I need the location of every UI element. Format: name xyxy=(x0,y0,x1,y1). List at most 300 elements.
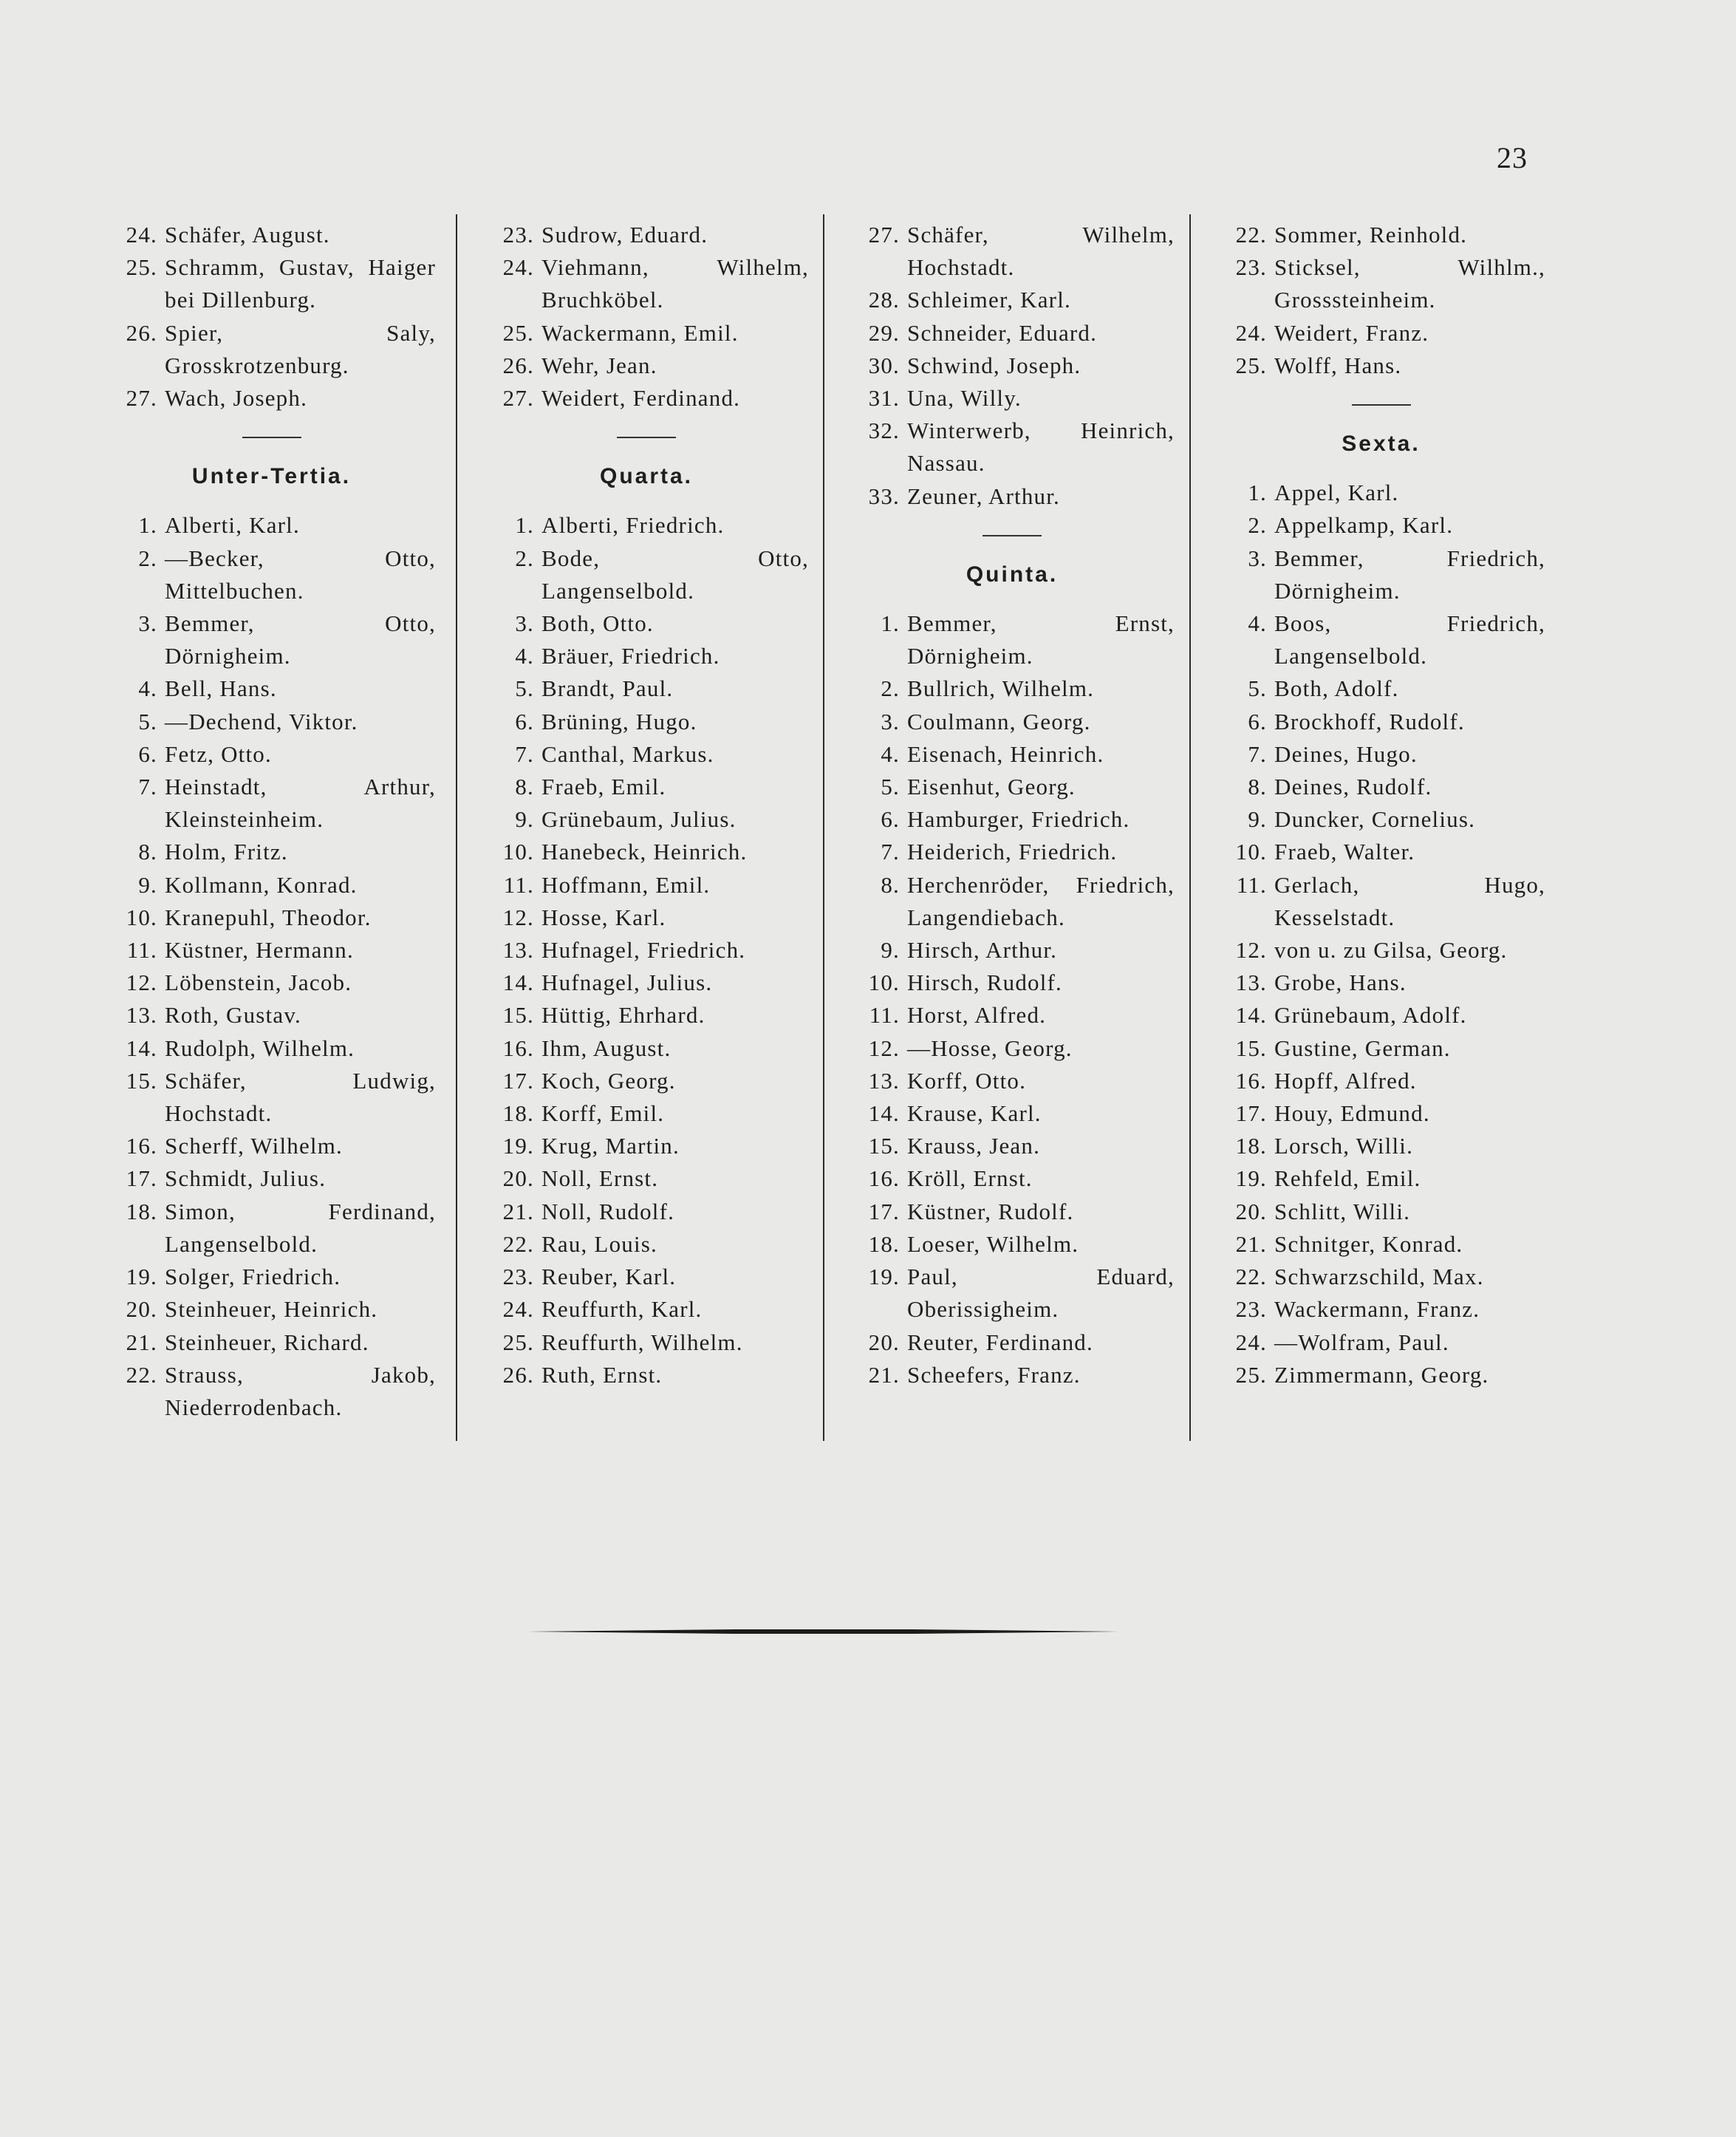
list-entry xyxy=(484,803,809,836)
entry-number: 14. xyxy=(1235,1002,1267,1029)
entry-name: Schäfer, Wilhelm, Hochstadt. xyxy=(907,222,1175,281)
list-entry xyxy=(850,771,1175,803)
list-entry xyxy=(107,934,436,967)
entry-number: 19. xyxy=(502,1133,534,1159)
list-entry xyxy=(484,382,809,415)
entry-number: 14. xyxy=(126,1035,157,1061)
closing-ornament-rule xyxy=(528,1628,1119,1635)
entry-number: 31. xyxy=(868,385,900,412)
list-entry xyxy=(484,1032,809,1065)
list-entry xyxy=(850,480,1175,513)
entry-name: Both, Adolf. xyxy=(1274,675,1399,702)
entry-name: Una, Willy. xyxy=(907,385,1022,412)
list-entry xyxy=(1217,836,1545,868)
entry-name: Wackermann, Emil. xyxy=(541,319,739,346)
entry-number: 15. xyxy=(868,1133,900,1159)
entry-name: Deines, Hugo. xyxy=(1274,740,1418,767)
entry-name: Duncker, Cornelius. xyxy=(1274,806,1476,833)
list-entry xyxy=(1217,1261,1545,1293)
entry-name: Ihm, August. xyxy=(541,1035,671,1061)
list-entry xyxy=(107,672,436,705)
class-heading: Quarta. xyxy=(599,464,694,489)
entry-name: Kröll, Ernst. xyxy=(907,1165,1033,1192)
entry-number: 8. xyxy=(1248,774,1267,800)
entry-name: Schäfer, August. xyxy=(165,222,330,248)
entry-name: Reuber, Karl. xyxy=(541,1264,677,1290)
list-entry xyxy=(484,219,809,251)
entry-name: Rau, Louis. xyxy=(541,1230,657,1257)
column-3 xyxy=(850,219,1175,1391)
entry-number: 32. xyxy=(868,417,900,444)
entry-name: Wehr, Jean. xyxy=(541,352,657,378)
list-entry xyxy=(1217,1097,1545,1130)
entry-name: Spier, Saly, Grosskrotzenburg. xyxy=(165,319,436,378)
list-entry xyxy=(850,317,1175,350)
list-entry xyxy=(850,836,1175,868)
entry-number: 27. xyxy=(502,385,534,412)
entry-name: Bullrich, Wilhelm. xyxy=(907,675,1095,702)
entry-name: Bemmer, Otto, Dörnigheim. xyxy=(165,610,436,669)
list-entry xyxy=(850,350,1175,382)
list-entry xyxy=(850,607,1175,672)
list-entry xyxy=(850,803,1175,836)
entry-number: 8. xyxy=(881,871,900,898)
entry-number: 2. xyxy=(881,675,900,702)
entry-name: Krug, Martin. xyxy=(541,1133,680,1159)
entry-number: 26. xyxy=(502,352,534,378)
entry-name: Sudrow, Eduard. xyxy=(541,222,708,248)
entry-name: Brüning, Hugo. xyxy=(541,708,697,735)
entry-name: Boos, Friedrich, Langenselbold. xyxy=(1274,610,1545,669)
entry-number: 24. xyxy=(502,1296,534,1323)
entry-name: Grobe, Hans. xyxy=(1274,969,1407,996)
entry-number: 24. xyxy=(1235,1329,1267,1355)
list-entry xyxy=(1217,1032,1545,1065)
list-entry xyxy=(1217,219,1545,251)
entry-name: Wach, Joseph. xyxy=(165,385,308,412)
entry-number: 28. xyxy=(868,287,900,313)
entry-name: Ruth, Ernst. xyxy=(541,1361,663,1388)
entry-name: Hamburger, Friedrich. xyxy=(907,806,1130,833)
entry-name: Solger, Friedrich. xyxy=(165,1264,341,1290)
list-entry xyxy=(484,738,809,771)
entry-number: 13. xyxy=(868,1067,900,1094)
entry-number: 3. xyxy=(1248,545,1267,571)
list-entry xyxy=(1217,542,1545,607)
entry-number: 17. xyxy=(868,1198,900,1224)
list-entry xyxy=(1217,771,1545,803)
entry-name: Schwarzschild, Max. xyxy=(1274,1264,1484,1290)
list-entry xyxy=(1217,1130,1545,1162)
list-entry xyxy=(1217,1359,1545,1391)
entry-name: Gerlach, Hugo, Kesselstadt. xyxy=(1274,871,1545,930)
entry-number: 22. xyxy=(1235,222,1267,248)
entry-number: 24. xyxy=(502,254,534,281)
entry-number: 15. xyxy=(1235,1035,1267,1061)
entry-number: 25. xyxy=(1235,1361,1267,1388)
entry-number: 14. xyxy=(502,969,534,996)
entry-number: 1. xyxy=(881,610,900,637)
entry-number: 9. xyxy=(515,806,534,833)
entry-name: Fraeb, Emil. xyxy=(541,774,666,800)
entry-number: 11. xyxy=(503,871,534,898)
list-entry xyxy=(1217,1162,1545,1195)
entry-number: 16. xyxy=(1235,1067,1267,1094)
list-entry xyxy=(484,350,809,382)
list-entry xyxy=(850,284,1175,316)
list-entry xyxy=(1217,477,1545,509)
section-separator xyxy=(983,535,1042,536)
list-entry xyxy=(107,382,436,415)
list-entry xyxy=(1217,672,1545,705)
list-entry xyxy=(107,1196,436,1261)
entry-name: Canthal, Markus. xyxy=(541,740,714,767)
entry-number: 24. xyxy=(1235,319,1267,346)
entry-name: Bemmer, Friedrich, Dörnigheim. xyxy=(1274,545,1545,604)
list-entry xyxy=(1217,1293,1545,1326)
entry-number: 15. xyxy=(502,1002,534,1029)
entry-number: 7. xyxy=(515,740,534,767)
entry-number: 25. xyxy=(126,254,157,281)
entry-name: Strauss, Jakob, Niederrodenbach. xyxy=(165,1361,436,1420)
entry-number: 23. xyxy=(502,1264,534,1290)
list-entry xyxy=(107,1359,436,1424)
entry-number: 6. xyxy=(1248,708,1267,735)
entry-number: 9. xyxy=(138,871,157,898)
entry-number: 18. xyxy=(126,1198,157,1224)
section-separator xyxy=(242,437,301,438)
entry-number: 7. xyxy=(1248,740,1267,767)
entry-name: Reuffurth, Karl. xyxy=(541,1296,703,1323)
list-entry xyxy=(484,1228,809,1261)
entry-number: 6. xyxy=(515,708,534,735)
list-entry xyxy=(850,999,1175,1032)
entry-name: Hüttig, Ehrhard. xyxy=(541,1002,705,1029)
entry-number: 10. xyxy=(126,904,157,930)
entry-number: 26. xyxy=(126,319,157,346)
entry-name: Viehmann, Wilhelm, Bruchköbel. xyxy=(541,254,809,313)
entry-name: Steinheuer, Richard. xyxy=(165,1329,369,1355)
list-entry xyxy=(1217,317,1545,350)
entry-number: 27. xyxy=(868,222,900,248)
entry-number: 1. xyxy=(138,512,157,539)
list-entry xyxy=(484,706,809,738)
entry-name: —Hosse, Georg. xyxy=(907,1035,1073,1061)
entry-number: 1. xyxy=(1248,480,1267,506)
entry-number: 8. xyxy=(515,774,534,800)
entry-name: Weidert, Ferdinand. xyxy=(541,385,741,412)
entry-number: 21. xyxy=(1235,1230,1267,1257)
entry-name: Coulmann, Georg. xyxy=(907,708,1091,735)
entry-name: Steinheuer, Heinrich. xyxy=(165,1296,378,1323)
list-entry xyxy=(484,999,809,1032)
entry-number: 15. xyxy=(126,1067,157,1094)
entry-name: Kranepuhl, Theodor. xyxy=(165,904,372,930)
column-rule xyxy=(456,214,457,1441)
entry-name: Simon, Ferdinand, Langenselbold. xyxy=(165,1198,436,1257)
list-entry xyxy=(107,1032,436,1065)
list-entry xyxy=(1217,803,1545,836)
list-entry xyxy=(484,771,809,803)
list-entry xyxy=(850,934,1175,967)
entry-number: 18. xyxy=(502,1100,534,1127)
entry-name: Hufnagel, Friedrich. xyxy=(541,937,746,964)
entry-number: 12. xyxy=(868,1035,900,1061)
list-entry xyxy=(1217,251,1545,316)
entry-name: Heinstadt, Arthur, Kleinsteinheim. xyxy=(165,774,436,833)
entry-name: Deines, Rudolf. xyxy=(1274,774,1432,800)
list-entry xyxy=(107,1261,436,1293)
list-entry xyxy=(107,869,436,902)
entry-name: —Dechend, Viktor. xyxy=(165,708,358,735)
list-entry xyxy=(107,509,436,542)
list-entry xyxy=(850,738,1175,771)
entry-name: Bräuer, Friedrich. xyxy=(541,643,720,669)
list-entry xyxy=(1217,934,1545,967)
entry-name: Both, Otto. xyxy=(541,610,654,637)
entry-name: Schwind, Joseph. xyxy=(907,352,1081,378)
entry-name: Schmidt, Julius. xyxy=(165,1165,327,1192)
entry-number: 19. xyxy=(126,1264,157,1290)
entry-name: Herchenröder, Friedrich, Langendiebach. xyxy=(907,871,1175,930)
list-entry xyxy=(850,415,1175,480)
class-heading: Quinta. xyxy=(966,562,1059,587)
class-heading: Sexta. xyxy=(1342,432,1421,457)
entry-name: Brandt, Paul. xyxy=(541,675,674,702)
entry-number: 5. xyxy=(138,708,157,735)
entry-number: 17. xyxy=(1235,1100,1267,1127)
entry-number: 25. xyxy=(502,1329,534,1355)
list-entry xyxy=(107,738,436,771)
entry-name: Bemmer, Ernst, Dörnigheim. xyxy=(907,610,1175,669)
entry-number: 30. xyxy=(868,352,900,378)
list-entry xyxy=(107,542,436,607)
list-entry xyxy=(484,836,809,868)
list-entry xyxy=(484,1097,809,1130)
entry-name: Paul, Eduard, Oberissigheim. xyxy=(907,1264,1175,1323)
list-entry xyxy=(107,706,436,738)
entry-number: 27. xyxy=(126,385,157,412)
entry-name: —Becker, Otto, Mittelbuchen. xyxy=(165,545,436,604)
section-separator xyxy=(1352,404,1411,406)
entry-number: 14. xyxy=(868,1100,900,1127)
list-entry xyxy=(484,640,809,672)
entry-name: Zeuner, Arthur. xyxy=(907,483,1061,509)
entry-name: Hirsch, Rudolf. xyxy=(907,969,1063,996)
entry-name: Lorsch, Willi. xyxy=(1274,1133,1414,1159)
entry-number: 12. xyxy=(1235,937,1267,964)
list-entry xyxy=(107,999,436,1032)
entry-number: 11. xyxy=(1236,871,1267,898)
entry-name: Zimmermann, Georg. xyxy=(1274,1361,1489,1388)
entry-name: Loeser, Wilhelm. xyxy=(907,1230,1079,1257)
list-entry xyxy=(1217,509,1545,542)
entry-name: Weidert, Franz. xyxy=(1274,319,1429,346)
entry-name: Küstner, Hermann. xyxy=(165,937,354,964)
entry-number: 18. xyxy=(868,1230,900,1257)
entry-number: 25. xyxy=(1235,352,1267,378)
entry-number: 9. xyxy=(1248,806,1267,833)
list-entry xyxy=(850,382,1175,415)
entry-number: 20. xyxy=(868,1329,900,1355)
entry-name: Reuter, Ferdinand. xyxy=(907,1329,1093,1355)
entry-number: 23. xyxy=(1235,254,1267,281)
entry-number: 29. xyxy=(868,319,900,346)
entry-name: Grünebaum, Julius. xyxy=(541,806,737,833)
entry-name: Krauss, Jean. xyxy=(907,1133,1041,1159)
page-number: 23 xyxy=(1497,141,1528,174)
entry-number: 16. xyxy=(868,1165,900,1192)
list-entry xyxy=(850,1326,1175,1359)
entry-name: Bode, Otto, Langenselbold. xyxy=(541,545,809,604)
entry-number: 9. xyxy=(881,937,900,964)
entry-name: Heiderich, Friedrich. xyxy=(907,839,1118,865)
entry-name: Scherff, Wilhelm. xyxy=(165,1133,343,1159)
entry-number: 13. xyxy=(502,937,534,964)
list-entry xyxy=(107,251,436,316)
entry-name: Korff, Otto. xyxy=(907,1067,1027,1094)
entry-name: Schnitger, Konrad. xyxy=(1274,1230,1463,1257)
entry-number: 23. xyxy=(1235,1296,1267,1323)
entry-number: 19. xyxy=(868,1264,900,1290)
entry-number: 12. xyxy=(502,904,534,930)
entry-name: Eisenach, Heinrich. xyxy=(907,740,1104,767)
entry-name: Noll, Rudolf. xyxy=(541,1198,675,1224)
entry-number: 24. xyxy=(126,222,157,248)
entry-name: Rehfeld, Emil. xyxy=(1274,1165,1421,1192)
list-entry xyxy=(1217,1228,1545,1261)
entry-name: Appel, Karl. xyxy=(1274,480,1399,506)
entry-name: Brockhoff, Rudolf. xyxy=(1274,708,1465,735)
list-entry xyxy=(850,1359,1175,1391)
list-entry xyxy=(107,902,436,934)
entry-name: Hanebeck, Heinrich. xyxy=(541,839,748,865)
list-entry xyxy=(1217,869,1545,934)
list-entry xyxy=(484,509,809,542)
list-entry xyxy=(484,1196,809,1228)
entry-name: Rudolph, Wilhelm. xyxy=(165,1035,355,1061)
entry-name: Korff, Emil. xyxy=(541,1100,665,1127)
list-entry xyxy=(1217,1065,1545,1097)
entry-name: Horst, Alfred. xyxy=(907,1002,1047,1029)
list-entry xyxy=(850,967,1175,999)
entry-number: 7. xyxy=(138,774,157,800)
entry-name: Alberti, Friedrich. xyxy=(541,512,725,539)
list-entry xyxy=(484,317,809,350)
entry-number: 2. xyxy=(515,545,534,571)
entry-number: 17. xyxy=(126,1165,157,1192)
list-entry xyxy=(1217,738,1545,771)
entry-number: 22. xyxy=(502,1230,534,1257)
entry-number: 17. xyxy=(502,1067,534,1094)
entry-number: 8. xyxy=(138,839,157,865)
entry-number: 21. xyxy=(868,1361,900,1388)
list-entry xyxy=(107,1162,436,1195)
list-entry xyxy=(107,1326,436,1359)
entry-number: 4. xyxy=(1248,610,1267,637)
list-entry xyxy=(1217,350,1545,382)
entry-number: 11. xyxy=(126,937,157,964)
list-entry xyxy=(484,251,809,316)
entry-number: 3. xyxy=(881,708,900,735)
entry-name: Schleimer, Karl. xyxy=(907,287,1071,313)
list-entry xyxy=(850,1162,1175,1195)
entry-number: 5. xyxy=(881,774,900,800)
section-separator xyxy=(617,437,676,438)
list-entry xyxy=(107,1130,436,1162)
list-entry xyxy=(107,607,436,672)
entry-name: Fetz, Otto. xyxy=(165,740,272,767)
entry-name: Appelkamp, Karl. xyxy=(1274,512,1454,539)
entry-name: Schramm, Gustav, Haiger bei Dillenburg. xyxy=(165,254,436,313)
entry-number: 23. xyxy=(502,222,534,248)
entry-number: 10. xyxy=(868,969,900,996)
entry-number: 4. xyxy=(138,675,157,702)
list-entry xyxy=(850,1261,1175,1326)
entry-name: Grünebaum, Adolf. xyxy=(1274,1002,1467,1029)
entry-number: 3. xyxy=(515,610,534,637)
entry-number: 16. xyxy=(502,1035,534,1061)
list-entry xyxy=(484,1065,809,1097)
entry-name: Gustine, German. xyxy=(1274,1035,1451,1061)
list-entry xyxy=(484,1326,809,1359)
entry-name: Hosse, Karl. xyxy=(541,904,666,930)
list-entry xyxy=(850,869,1175,934)
entry-number: 13. xyxy=(1235,969,1267,996)
entry-name: Hoffmann, Emil. xyxy=(541,871,711,898)
entry-name: Schneider, Eduard. xyxy=(907,319,1098,346)
list-entry xyxy=(1217,1326,1545,1359)
entry-name: Hirsch, Arthur. xyxy=(907,937,1058,964)
entry-name: Kollmann, Konrad. xyxy=(165,871,358,898)
list-entry xyxy=(1217,967,1545,999)
entry-number: 20. xyxy=(1235,1198,1267,1224)
entry-number: 16. xyxy=(126,1133,157,1159)
entry-number: 3. xyxy=(138,610,157,637)
column-rule xyxy=(823,214,824,1441)
entry-number: 19. xyxy=(1235,1165,1267,1192)
list-entry xyxy=(484,1130,809,1162)
list-entry xyxy=(850,672,1175,705)
entry-number: 22. xyxy=(1235,1264,1267,1290)
entry-number: 2. xyxy=(138,545,157,571)
entry-name: Hufnagel, Julius. xyxy=(541,969,713,996)
entry-number: 5. xyxy=(1248,675,1267,702)
list-entry xyxy=(1217,607,1545,672)
entry-name: Schlitt, Willi. xyxy=(1274,1198,1411,1224)
entry-number: 26. xyxy=(502,1361,534,1388)
entry-number: 18. xyxy=(1235,1133,1267,1159)
entry-number: 21. xyxy=(502,1198,534,1224)
entry-name: Reuffurth, Wilhelm. xyxy=(541,1329,743,1355)
list-entry xyxy=(850,219,1175,284)
list-entry xyxy=(1217,706,1545,738)
list-entry xyxy=(107,1293,436,1326)
list-entry xyxy=(484,1293,809,1326)
entry-number: 33. xyxy=(868,483,900,509)
list-entry xyxy=(850,1065,1175,1097)
entry-number: 5. xyxy=(515,675,534,702)
entry-number: 4. xyxy=(515,643,534,669)
column-4 xyxy=(1217,219,1545,1391)
list-entry xyxy=(107,219,436,251)
entry-number: 2. xyxy=(1248,512,1267,539)
entry-name: Alberti, Karl. xyxy=(165,512,300,539)
entry-number: 22. xyxy=(126,1361,157,1388)
list-entry xyxy=(107,317,436,382)
entry-name: von u. zu Gilsa, Georg. xyxy=(1274,937,1508,964)
column-rule xyxy=(1189,214,1191,1441)
